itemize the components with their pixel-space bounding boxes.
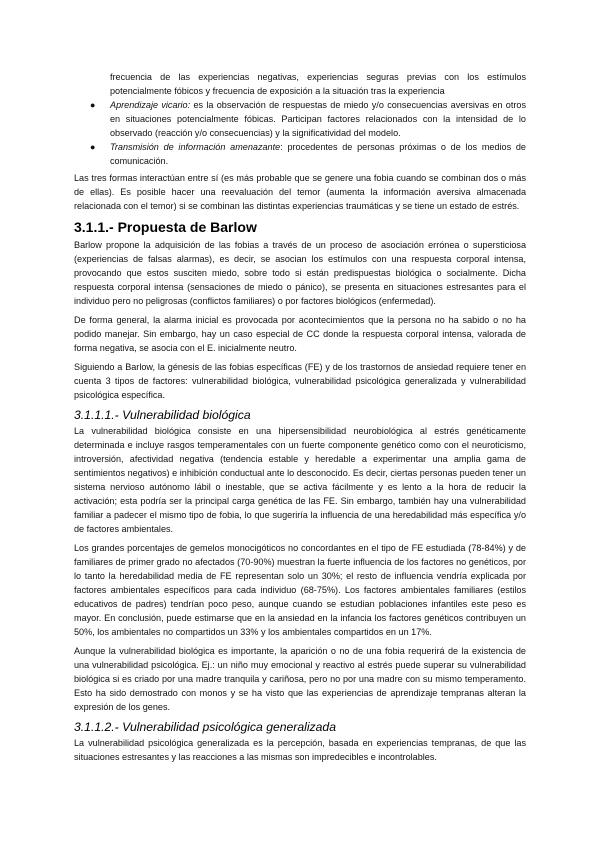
- paragraph: De forma general, la alarma inicial es provocada por acontecimientos que la persona no ha sabido o no ha podido manejar. Sin embargo, hay un caso especial de CC donde la respuesta corporal intensa, valorada de forma negativa, se asocia con el E. inicialmente neutro.: [74, 315, 526, 353]
- paragraph: Los grandes porcentajes de gemelos monocigóticos no concordantes en el tipo de FE estudiada (78-84%) y de familiares de primer grado no afectados (70-90%) muestran la fuerte influencia de los factores no genéticos, por lo tanto la heredabilidad media de FE representan solo un 30%; el resto de influencia vendría explicada por factores ambientales específicos para cada individuo (68-75%). Los factores ambientales familiares (estilos educativos de padres) tendrían poco peso, aunque cuando se estudian poblaciones infantiles este peso es mayor. En conclusión, puede estimarse que en la ansiedad en la infancia los factores genéticos contribuyen un 50%, los ambientales no compartidos un 33% y los ambientales compartidos en un 17%.: [74, 543, 526, 637]
- document-page: [74, 70, 526, 769]
- bullet-continuation-text: frecuencia de las experiencias negativas, experiencias seguras previas con los estímulos potencialmente fóbicos y frecuencia de exposición a la situación tras la experiencia: [110, 72, 526, 96]
- subsection-heading-biological: 3.1.1.1.- Vulnerabilidad biológica: [74, 408, 251, 422]
- bullet-icon: ●: [90, 100, 96, 110]
- paragraph: Aunque la vulnerabilidad biológica es importante, la aparición o no de una fobia requerirá de la existencia de una vulnerabilidad psicológica. Ej.: un niño muy emocional y reactivo al estrés puede superar su vulnerabilidad biológica si es criado por una madre tranquila y cariñosa, pero no por una madre con su mismo temperamento. Esto ha sido demostrado con monos y se ha visto que las experiencias de aprendizaje tempranas alteran la expresión de los genes.: [74, 646, 526, 712]
- paragraph: La vulnerabilidad psicológica generalizada es la percepción, basada en experiencias tempranas, de que las situaciones estresantes y las reacciones a las mismas son impredecibles e incontrolables.: [74, 738, 526, 762]
- list-item-text: es la observación de respuestas de miedo y/o consecuencias aversivas en otros en situaciones potencialmente fóbicas. Participan factores relacionados con la intensidad de lo observado (reacción y/o consecuencias) y la significatividad del modelo.: [110, 100, 527, 138]
- paragraph: Las tres formas interactúan entre sí (es más probable que se genere una fobia cuando se combinan dos o más de ellas). Es posible hacer una reevaluación del temor (aumenta la información aversiva almacenada relacionada con el temor) si se combinan las distintas experiencias traumáticas y se tiene un estado de estrés.: [74, 173, 526, 211]
- list-item: [74, 98, 526, 140]
- list-item-term: Aprendizaje vicario:: [110, 100, 191, 110]
- paragraph: Siguiendo a Barlow, la génesis de las fobias específicas (FE) y de los trastornos de ansiedad requiere tener en cuenta 3 tipos de factores: vulnerabilidad biológica, vulnerabilidad psicológica generalizada y vulnerabilidad psicológica específica.: [74, 362, 526, 400]
- paragraph: La vulnerabilidad biológica consiste en una hipersensibilidad neurobiológica al estrés genéticamente determinada e incluye rasgos temperamentales con un fuerte componente genético como con el neuroticismo, introversión, afectividad negativa (tendencia estable y heredable a experimentar una amplia gama de sentimientos negativos) e inhibición conductual ante lo desconocido. Es decir, ciertas personas pueden tener un sistema nervioso autónomo lábil o inestable, que se activa fácilmente y es lento a la hora de reducir la activación; esta podría ser la principal carga genética de las FE. Sin embargo, también hay una vulnerabilidad familiar a padecer el mismo tipo de fobia, lo que sugeriría la influencia de una heredabilidad más específica y/o de factores ambientales.: [74, 426, 526, 534]
- paragraph: Barlow propone la adquisición de las fobias a través de un proceso de asociación errónea o supersticiosa (experiencias de falsas alarmas), es decir, se asocian los estímulos con una respuesta corporal intensa, provocando que estos susciten miedo, sobre todo si están predispuestas biológica o socialmente. Dicha respuesta corporal intensa (sensaciones de miedo o pánico), se presenta en situaciones estresantes para el individuo pero no peligrosas (conflictos familiares) o por factores biológicos (enfermedad).: [74, 240, 526, 306]
- subsection-heading-psychological: 3.1.1.2.- Vulnerabilidad psicológica generalizada: [74, 720, 336, 734]
- learning-forms-list: [74, 98, 526, 168]
- section-heading-barlow: 3.1.1.- Propuesta de Barlow: [74, 219, 257, 235]
- bullet-icon: ●: [90, 142, 96, 152]
- list-item: [74, 140, 526, 168]
- list-item-text: : procedentes de personas próximas o de los medios de comunicación.: [110, 142, 526, 166]
- list-item-term: Transmisión de información amenazante: [110, 142, 281, 152]
